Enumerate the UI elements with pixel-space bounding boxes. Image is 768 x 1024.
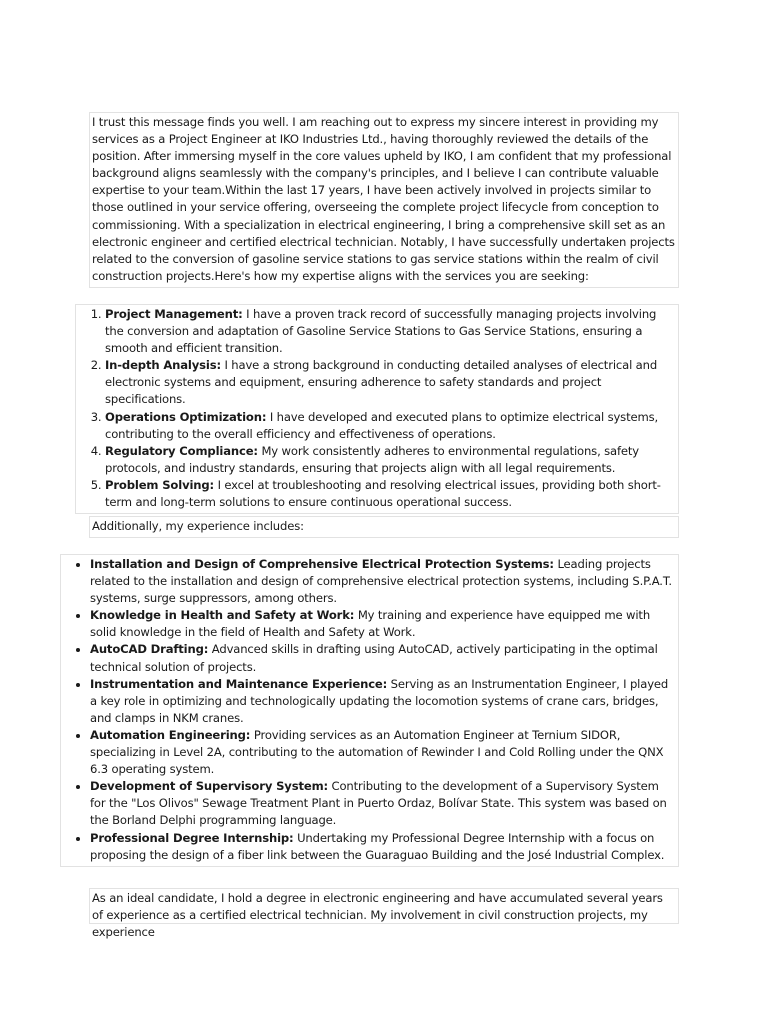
item-text: My work consistently adheres to environmental regulations, safety protocols, and industry standards, ensuring that projects align with all legal requirements. [105, 443, 640, 475]
list-item [90, 727, 674, 778]
services-list [75, 304, 679, 514]
list-item [105, 477, 674, 511]
additional-heading: Additionally, my experience includes: [89, 516, 679, 538]
item-term: AutoCAD Drafting: [90, 642, 209, 657]
list-item [90, 676, 674, 727]
item-term: In-depth Analysis: [105, 358, 221, 373]
list-item [90, 556, 674, 607]
item-text: I excel at troubleshooting and resolving electrical issues, providing both short-term and long-term solutions to ensure continuous operational success. [105, 477, 661, 510]
item-term: Professional Degree Internship: [90, 830, 294, 845]
item-text: Serving as an Instrumentation Engineer, I played a key role in optimizing and technologically updating the locomotion systems of crane cars, bridges, and clamps in NKM cranes. [90, 676, 669, 725]
list-item [105, 443, 674, 477]
item-text: Contributing to the development of a Supervisory System for the "Los Olivos" Sewage Treatment Plant in Puerto Ordaz, Bolívar State. This system was based on the Borland Delphi programming language. [90, 779, 667, 828]
item-term: Development of Supervisory System: [90, 779, 328, 794]
item-term: Project Management: [105, 307, 243, 321]
list-item [90, 641, 674, 675]
list-item [90, 607, 674, 641]
list-item [105, 306, 674, 357]
item-text: Providing services as an Automation Engineer at Ternium SIDOR, specializing in Level 2A, contributing to the automation of Rewinder I and Cold Rolling under the QNX 6.3 operating system. [90, 727, 664, 777]
item-term: Problem Solving: [105, 477, 215, 492]
item-term: Knowledge in Health and Safety at Work: [90, 608, 355, 623]
item-text: My training and experience have equipped me with solid knowledge in the field of Health and Safety at Work. [90, 608, 651, 640]
item-term: Instrumentation and Maintenance Experience: [90, 676, 388, 691]
list-item [90, 830, 674, 864]
item-text: Leading projects related to the installation and design of comprehensive electrical protection systems, including S.P.A.T. systems, surge suppressors, among others. [90, 557, 672, 606]
list-item [105, 409, 674, 443]
item-text: I have a proven track record of successfully managing projects involving the conversion and adaptation of Gasoline Service Stations to Gas Service Stations, ensuring a smooth and efficient transition. [105, 307, 657, 356]
item-term: Installation and Design of Comprehensive Electrical Protection Systems: [90, 557, 554, 571]
item-text: I have developed and executed plans to optimize electrical systems, contributing to the overall efficiency and effectiveness of operations. [105, 409, 659, 441]
experience-list [60, 554, 679, 867]
item-text: I have a strong background in conducting detailed analyses of electrical and electronic systems and equipment, ensuring adherence to safety standards and project specifications. [105, 358, 658, 407]
closing-paragraph: As an ideal candidate, I hold a degree in electronic engineering and have accumulated several years of experience as a certified electrical technician. My involvement in civil construction projects, my experience [89, 888, 679, 924]
list-item [90, 778, 674, 829]
intro-paragraph: I trust this message finds you well. I am reaching out to express my sincere interest in providing my services as a Project Engineer at IKO Industries Ltd., having thoroughly reviewed the details of the position. After immersing myself in the core values upheld by IKO, I am confident that my professional background aligns seamlessly with the company's principles, and I believe I can contribute valuable expertise to your team.Within the last 17 years, I have been actively involved in projects similar to those outlined in your service offering, overseeing the complete project lifecycle from conception to commissioning. With a specialization in electrical engineering, I bring a comprehensive skill set as an electronic engineer and certified electrical technician. Notably, I have successfully undertaken projects related to the conversion of gasoline service stations to gas service stations within the realm of civil construction projects.Here's how my expertise aligns with the services you are seeking: [89, 112, 679, 288]
item-term: Regulatory Compliance: [105, 443, 258, 458]
item-term: Operations Optimization: [105, 409, 267, 424]
item-term: Automation Engineering: [90, 727, 251, 742]
item-text: Advanced skills in drafting using AutoCAD, actively participating in the optimal technical solution of projects. [90, 642, 658, 674]
item-text: Undertaking my Professional Degree Internship with a focus on proposing the design of a fiber link between the Guaraguao Building and the José Industrial Complex. [90, 830, 665, 862]
list-item [105, 357, 674, 408]
